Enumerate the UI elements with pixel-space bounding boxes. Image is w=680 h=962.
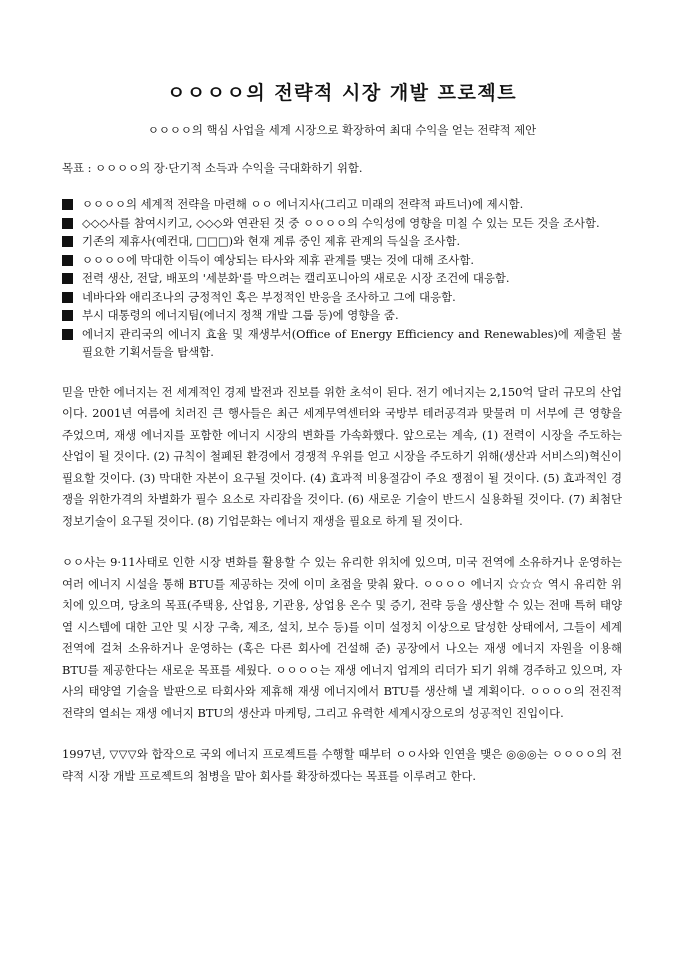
square-bullet-icon (62, 310, 73, 321)
list-item (62, 288, 622, 307)
square-bullet-icon (62, 292, 73, 303)
list-item-text: 기존의 제휴사(예컨대, □□□)와 현재 계류 중인 제휴 관계의 득실을 조사함. (82, 234, 461, 248)
document-title: ㅇㅇㅇㅇ의 전략적 시장 개발 프로젝트 (166, 82, 518, 104)
objectives-list (62, 195, 622, 362)
square-bullet-icon (62, 218, 73, 229)
square-bullet-icon (62, 273, 73, 284)
list-item-text: ㅇㅇㅇㅇ에 막대한 이득이 예상되는 타사와 제휴 관계를 맺는 것에 대해 조사함. (82, 252, 474, 267)
list-item (62, 325, 622, 362)
list-item-text: 네바다와 애리조나의 긍정적인 혹은 부정적인 반응을 조사하고 그에 대응함. (82, 289, 456, 304)
square-bullet-icon (62, 236, 73, 247)
list-item-text: ㅇㅇㅇㅇ의 세계적 전략을 마련해 ㅇㅇ 에너지사(그리고 미래의 전략적 파트너)에 제시함. (82, 197, 524, 211)
square-bullet-icon (62, 255, 73, 266)
list-item-text: 전력 생산, 전달, 배포의 '세분화'를 막으려는 캘리포니아의 새로운 시장 조건에 대응함. (82, 271, 510, 285)
list-item-text: 에너지 관리국의 에너지 효율 및 재생부서(Office of Energy Efficiency and Renewables)에 제출된 불필요한 기획서들을 탐색함. (82, 326, 622, 359)
list-item (62, 214, 622, 233)
list-item (62, 195, 622, 214)
document-subtitle: ㅇㅇㅇㅇ의 핵심 사업을 세계 시장으로 확장하여 최대 수익을 얻는 전략적 제안 (147, 123, 537, 137)
goal-statement: 목표 : ㅇㅇㅇㅇ의 장·단기적 소득과 수익을 극대화하기 위함. (62, 161, 363, 175)
list-item (62, 232, 622, 251)
list-item-text: 부시 대통령의 에너지팀(에너지 정책 개발 그룹 등)에 영향을 줌. (82, 308, 399, 322)
body-paragraph: 믿을 만한 에너지는 전 세계적인 경제 발전과 진보를 위한 초석이 된다. 전기 에너지는 2,150억 달러 규모의 산업이다. 2001년 여름에 치러진 큰 행사들은 최근 세계무역센터와 국방부 테러공격과 맞물려 미 서부에 큰 영향을 주었으며, 재생 에너지를 포함한 에너지 시장의 변화를 가속화했다. 앞으로는 계속, (1) 전력이 시장을 주도하는 산업이 될 것이다. (2) 규칙이 철폐된 환경에서 경쟁적 우위를 얻고 시장을 주도하기 위해(생산과 서비스의)혁신이 필요할 것이다. (3) 막대한 자본이 요구될 것이다. (4) 효과적 비용절감이 주요 쟁점이 될 것이다. (5) 효과적인 경쟁을 위한가격의 차별화가 필수 요소로 자리잡을 것이다. (6) 새로운 기술이 반드시 실용화될 것이다. (7) 최첨단 정보기술이 요구될 것이다. (8) 기업문화는 에너지 재생을 필요로 하게 될 것이다. (62, 384, 622, 528)
list-item (62, 269, 622, 288)
list-item (62, 306, 622, 325)
square-bullet-icon (62, 329, 73, 340)
list-item (62, 251, 622, 270)
body-paragraph: ㅇㅇ사는 9·11사태로 인한 시장 변화를 활용할 수 있는 유리한 위치에 있으며, 미국 전역에 소유하거나 운영하는 여러 에너지 시설을 통해 BTU를 제공하는 것에 이미 초점을 맞춰 왔다. ㅇㅇㅇㅇ 에너지 ☆☆☆ 역시 유리한 위치에 있으며, 당초의 목표(주택용, 산업용, 기관용, 상업용 온수 및 증기, 전략 등을 생산할 수 있는 전매 특허 태양열 시스템에 대한 고안 및 시장 구축, 제조, 설치, 보수 등)를 이미 설정치 이상으로 달성한 상태에서, 그들이 세계 전역에 걸쳐 소유하거나 운영하는 (혹은 다른 회사에 건설해 준) 공장에서 나오는 재생 에너지 자원을 이용해 BTU를 제공한다는 새로운 목표를 세웠다. ㅇㅇㅇㅇ는 재생 에너지 업계의 리더가 되기 위해 경주하고 있으며, 자사의 태양열 기술을 발판으로 타회사와 제휴해 재생 에너지에서 BTU를 생산해 낼 계획이다. ㅇㅇㅇㅇ의 전진적 전략의 열쇠는 재생 에너지 BTU의 생산과 마케팅, 그리고 유력한 세계시장으로의 성공적인 진입이다. (62, 555, 622, 720)
square-bullet-icon (62, 199, 73, 210)
list-item-text: ◇◇◇사를 참여시키고, ◇◇◇와 연관된 것 중 ㅇㅇㅇㅇ의 수익성에 영향을 미칠 수 있는 모든 것을 조사함. (82, 215, 600, 230)
body-paragraph: 1997년, ▽▽▽와 합작으로 국외 에너지 프로젝트를 수행할 때부터 ㅇㅇ사와 인연을 맺은 ◎◎◎는 ㅇㅇㅇㅇ의 전략적 시장 개발 프로젝트의 첨병을 맡아 회사를 확장하겠다는 목표를 이루려고 한다. (62, 747, 622, 783)
